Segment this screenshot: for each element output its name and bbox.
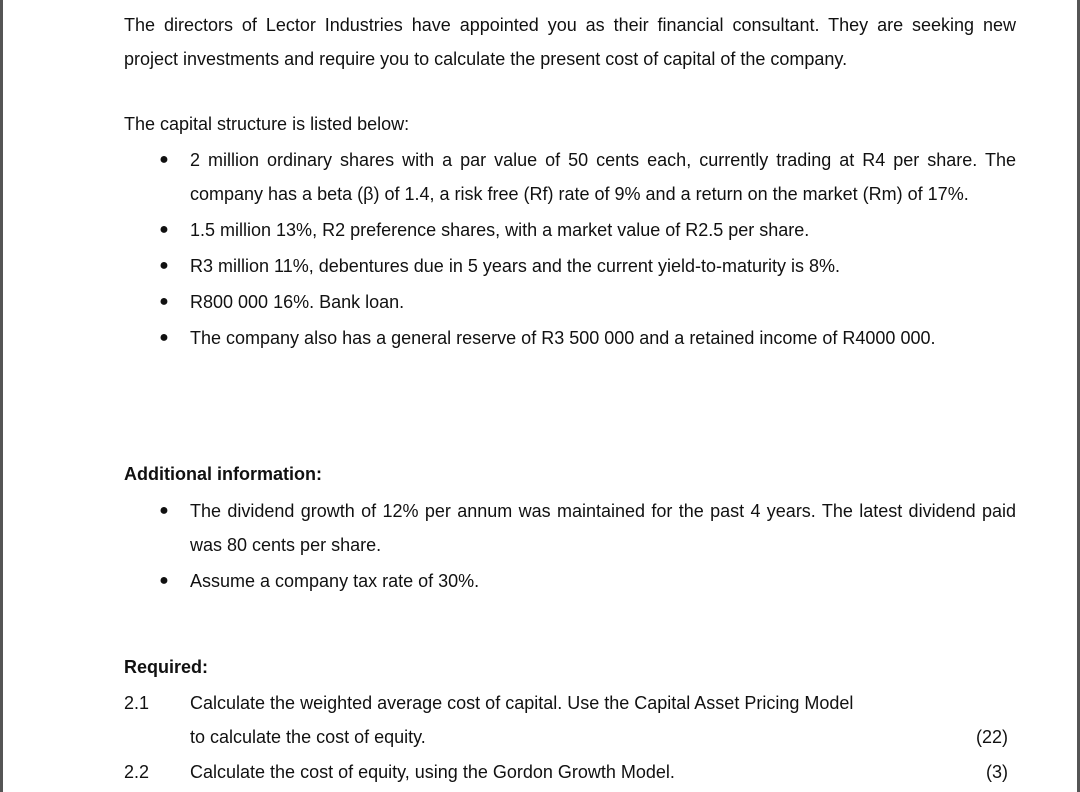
page-left-border [0, 0, 3, 792]
bullet-icon: ● [159, 257, 169, 274]
additional-info-heading: Additional information: [124, 464, 322, 484]
list-item [124, 285, 1016, 319]
question-marks: (22) [975, 727, 1008, 747]
additional-info-list [124, 494, 1016, 600]
intro-paragraph: The directors of Lector Industries have appointed you as their financial consultant. They are seeking new project investments and require you to calculate the present cost of capital of the company. [124, 15, 1016, 69]
bullet-icon: ● [159, 572, 169, 589]
question-text-line-1: Calculate the weighted average cost of capital. Use the Capital Asset Pricing Model [190, 693, 854, 713]
list-item [124, 143, 1016, 211]
list-item-text: R800 000 16%. Bank loan. [190, 292, 405, 312]
required-heading: Required: [124, 657, 209, 677]
bullet-icon: ● [159, 329, 169, 346]
list-item [124, 249, 1016, 283]
bullet-icon: ● [159, 502, 169, 519]
question-2-1 [124, 686, 1016, 754]
question-2-2 [124, 755, 1016, 789]
capital-structure-list [124, 143, 1016, 357]
bullet-icon: ● [159, 221, 169, 238]
list-item [124, 321, 1016, 355]
list-item-text: 2 million ordinary shares with a par value of 50 cents each, currently trading at R4 per share. The company has a beta (β) of 1.4, a risk free (Rf) rate of 9% and a return on the market (Rm) of 17%. [190, 150, 1016, 204]
list-item [124, 494, 1016, 562]
list-item-text: The dividend growth of 12% per annum was maintained for the past 4 years. The latest dividend paid was 80 cents per share. [190, 501, 1016, 555]
bullet-icon: ● [159, 151, 169, 168]
question-marks: (3) [986, 762, 1008, 782]
bullet-icon: ● [159, 293, 169, 310]
list-item-text: R3 million 11%, debentures due in 5 years and the current yield-to-maturity is 8%. [190, 256, 840, 276]
capital-structure-heading: The capital structure is listed below: [124, 114, 410, 134]
list-item-text: The company also has a general reserve of R3 500 000 and a retained income of R4000 000. [190, 328, 936, 348]
question-number: 2.1 [124, 693, 150, 713]
question-text-line-2: to calculate the cost of equity. [190, 727, 426, 747]
list-item-text: 1.5 million 13%, R2 preference shares, with a market value of R2.5 per share. [190, 220, 810, 240]
question-last-line [124, 720, 1016, 754]
list-item [124, 564, 1016, 598]
list-item [124, 213, 1016, 247]
question-text-line-1: Calculate the cost of equity, using the Gordon Growth Model. [190, 762, 675, 782]
list-item-text: Assume a company tax rate of 30%. [190, 571, 480, 591]
question-number: 2.2 [124, 762, 150, 782]
